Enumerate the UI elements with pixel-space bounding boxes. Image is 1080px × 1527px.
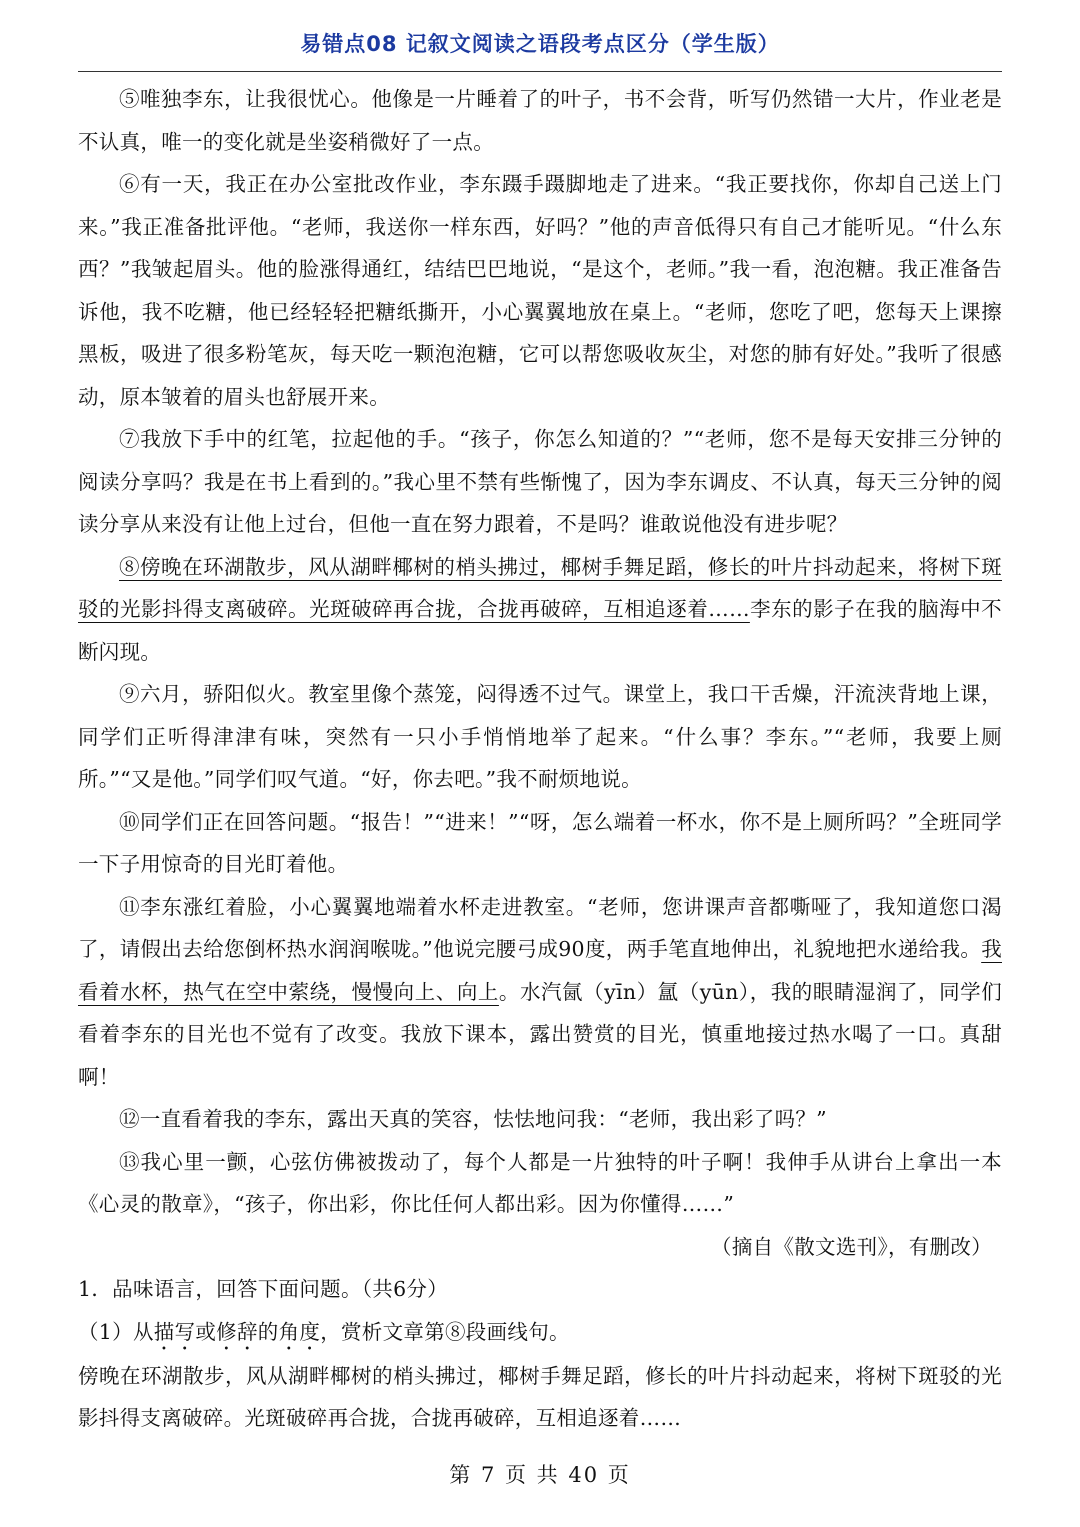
question-text: ，赏析文章第⑧段画线句。 xyxy=(320,1319,570,1344)
paragraph-11-underlined-sentence: 我看着水杯，热气在空中萦绕，慢慢向上、向上 xyxy=(78,937,1002,1004)
paragraph-7: ⑦我放下手中的红笔，拉起他的手。“孩子，你怎么知道的？”“老师，您不是每天安排三分钟的阅读分享吗？我是在书上看到的。”我心里不禁有些惭愧了，因为李东调皮、不认真，每天三分钟的阅读分享从来没有让他上过台，但他一直在努力跟着，不是吗？谁敢说他没有进步呢？ xyxy=(78,427,1002,536)
question-1-title: 1．品味语言，回答下面问题。（共6分） xyxy=(78,1277,449,1301)
paragraph-6: ⑥有一天，我正在办公室批改作业，李东蹑手蹑脚地走了进来。“我正要找你，你却自己送上门来。”我正准备批评他。“老师，我送你一样东西，好吗？”他的声音低得只有自己才能听见。“什么东西？”我皱起眉头。他的脸涨得通红，结结巴巴地说，“是这个，老师。”我一看，泡泡糖。我正准备告诉他，我不吃糖，他已经轻轻把糖纸撕开，小心翼翼地放在桌上。“老师，您吃了吧，您每天上课擦黑板，吸进了很多粉笔灰，每天吃一颗泡泡糖，它可以帮您吸收灰尘，对您的肺有好处。”我听了很感动，原本皱着的眉头也舒展开来。 xyxy=(78,172,1002,409)
emphasis-text: 角度 xyxy=(278,1319,321,1344)
paragraph-8 xyxy=(78,546,1002,674)
question-text: 或 xyxy=(195,1319,217,1344)
paragraph-8-rest: 李东的影子在我的脑海中不断闪现。 xyxy=(78,597,1002,664)
question-quoted-sentence: 傍晚在环湖散步，风从湖畔椰树的梢头拂过，椰树手舞足蹈，修长的叶片抖动起来，将树下斑驳的光影抖得支离破碎。光斑破碎再合拢，合拢再破碎，互相追逐着…… xyxy=(78,1363,1002,1430)
paragraph-9: ⑨六月，骄阳似火。教室里像个蒸笼，闷得透不过气。课堂上，我口干舌燥，汗流浃背地上课，同学们正听得津津有味，突然有一只小手悄悄地举了起来。“什么事？李东。”“老师，我要上厕所。”“又是他。”同学们叹气道。“好，你去吧。”我不耐烦地说。 xyxy=(78,682,1002,791)
paragraph-11-part-a: ⑪李东涨红着脸，小心翼翼地端着水杯走进教室。“老师，您讲课声音都嘶哑了，我知道您口渴了，请假出去给您倒杯热水润润喉咙。”他说完腰弓成90度，两手笔直地伸出，礼貌地把水递给我。 xyxy=(78,894,1002,961)
source-citation: （摘自《散文选刊》，有删改） xyxy=(711,1234,992,1259)
paragraph-11-part-b: 。水汽氤（yīn）氲（yūn），我的眼睛湿润了，同学们看着李东的目光也不觉有了改变。我放下课本，露出赞赏的目光，慎重地接过热水喝了一口。真甜啊！ xyxy=(78,979,1002,1089)
question-text: （1）从 xyxy=(78,1319,154,1344)
paragraph-8-underlined-sentence: ⑧傍晚在环湖散步，风从湖畔椰树的梢头拂过，椰树手舞足蹈，修长的叶片抖动起来，将树下斑驳的光影抖得支离破碎。光斑破碎再合拢，合拢再破碎，互相追逐着…… xyxy=(78,554,1002,621)
paragraph-11 xyxy=(78,886,1002,1099)
emphasis-text: 描写 xyxy=(153,1319,196,1344)
question-text: 的 xyxy=(257,1319,279,1344)
paragraph-5: ⑤唯独李东，让我很忧心。他像是一片睡着了的叶子，书不会背，听写仍然错一大片，作业老是不认真，唯一的变化就是坐姿稍微好了一点。 xyxy=(78,87,1002,154)
emphasis-text: 修辞 xyxy=(216,1319,258,1344)
paragraph-12: ⑫一直看着我的李东，露出天真的笑容，怯怯地问我：“老师，我出彩了吗？” xyxy=(119,1107,827,1131)
question-1-sub-1 xyxy=(78,1311,1002,1355)
header-divider xyxy=(78,71,1002,72)
paragraph-10: ⑩同学们正在回答问题。“报告！”“进来！”“呀，怎么端着一杯水，你不是上厕所吗？”全班同学一下子用惊奇的目光盯着他。 xyxy=(78,809,1002,876)
page-header-title: 易错点08 记叙文阅读之语段考点区分（学生版） xyxy=(300,32,780,56)
page-number-footer: 第 7 页 共 40 页 xyxy=(449,1463,631,1487)
article-body xyxy=(78,78,1002,1440)
paragraph-13: ⑬我心里一颤，心弦仿佛被拨动了，每个人都是一片独特的叶子啊！我伸手从讲台上拿出一本《心灵的散章》，“孩子，你出彩，你比任何人都出彩。因为你懂得……” xyxy=(78,1149,1002,1216)
